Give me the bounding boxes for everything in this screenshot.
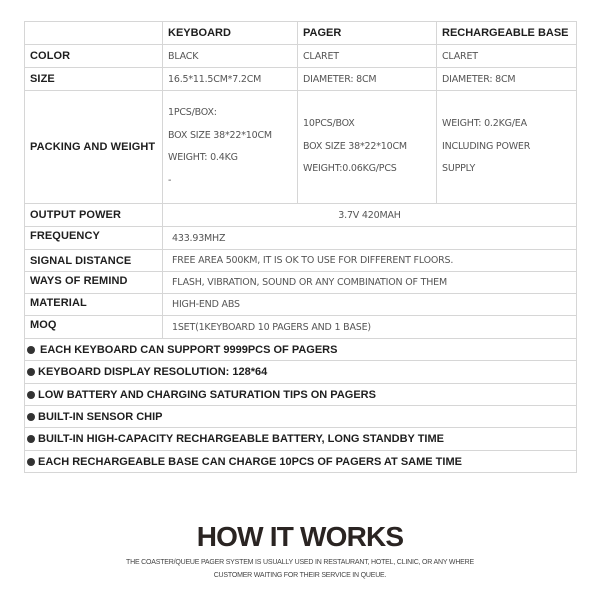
output-power-label: OUTPUT POWER (25, 204, 163, 227)
signal-distance-label: SIGNAL DISTANCE (25, 250, 163, 272)
ways-of-remind-value: FLASH, VIBRATION, SOUND OR ANY COMBINATION OF THEM (163, 272, 577, 294)
signal-distance-value: FREE AREA 500KM, IT IS OK TO USE FOR DIFFERENT FLOORS. (163, 250, 577, 272)
color-keyboard: BLACK (163, 45, 298, 68)
packing-pager-line: WEIGHT:0.06KG/PCS (303, 163, 397, 174)
packing-keyboard-line: WEIGHT: 0.4KG (168, 152, 238, 163)
output-power-value: 3.7V 420MAH (163, 204, 577, 227)
ways-of-remind-label: WAYS OF REMIND (25, 272, 163, 294)
feature-row (25, 451, 577, 473)
header-pager: PAGER (298, 22, 437, 45)
feature-text: EACH KEYBOARD CAN SUPPORT 9999PCS OF PAGERS (40, 343, 338, 356)
frequency-value: 433.93MHZ (163, 227, 577, 250)
moq-label: MOQ (25, 316, 163, 339)
packing-pager (298, 91, 437, 204)
feature-text: KEYBOARD DISPLAY RESOLUTION: 128*64 (38, 366, 268, 378)
color-pager: CLARET (298, 45, 437, 68)
row-signal-distance (25, 250, 577, 272)
feature-item (25, 339, 577, 361)
bullet-dot-icon (27, 346, 35, 354)
feature-item (25, 361, 577, 384)
packing-keyboard-line: 1PCS/BOX: (168, 107, 217, 118)
color-base: CLARET (437, 45, 577, 68)
packing-base-line: SUPPLY (442, 163, 476, 174)
packing-label: PACKING AND WEIGHT (25, 91, 163, 204)
row-size (25, 68, 577, 91)
frequency-label: FREQUENCY (25, 227, 163, 250)
bullet-dot-icon (27, 391, 35, 399)
packing-keyboard-line: - (168, 174, 172, 186)
packing-base-line: INCLUDING POWER (442, 140, 531, 152)
bullet-dot-icon (27, 435, 35, 443)
spec-table (24, 21, 577, 473)
row-output-power (25, 204, 577, 227)
feature-item (25, 428, 577, 451)
size-base: DIAMETER: 8CM (437, 68, 577, 91)
packing-keyboard-line: BOX SIZE 38*22*10CM (168, 129, 272, 141)
row-moq (25, 316, 577, 339)
size-keyboard: 16.5*11.5CM*7.2CM (163, 68, 298, 91)
packing-base (437, 91, 577, 204)
bullet-dot-icon (27, 458, 35, 466)
material-label: MATERIAL (25, 294, 163, 316)
packing-pager-line: 10PCS/BOX (303, 118, 355, 129)
size-label: SIZE (25, 68, 163, 91)
feature-row (25, 339, 577, 361)
header-base: RECHARGEABLE BASE (437, 22, 577, 45)
feature-item (25, 451, 577, 473)
packing-keyboard (163, 91, 298, 204)
header-keyboard: KEYBOARD (163, 22, 298, 45)
row-ways-of-remind (25, 272, 577, 294)
feature-item (25, 384, 577, 406)
packing-base-line: WEIGHT: 0.2KG/EA (442, 118, 527, 129)
material-value: HIGH-END ABS (163, 294, 577, 316)
how-it-works-subtitle-line: THE COASTER/QUEUE PAGER SYSTEM IS USUALLY USED IN RESTAURANT, HOTEL, CLINIC, OR ANY WHERE (126, 559, 474, 566)
feature-row (25, 406, 577, 428)
feature-item (25, 406, 577, 428)
row-color (25, 45, 577, 68)
packing-pager-line: BOX SIZE 38*22*10CM (303, 140, 407, 152)
how-it-works-subtitle (100, 556, 500, 582)
feature-row (25, 428, 577, 451)
bullet-dot-icon (27, 413, 35, 421)
feature-row (25, 361, 577, 384)
moq-value: 1SET(1KEYBOARD 10 PAGERS AND 1 BASE) (163, 316, 577, 339)
row-frequency (25, 227, 577, 250)
feature-text: LOW BATTERY AND CHARGING SATURATION TIPS ON PAGERS (38, 388, 376, 401)
color-label: COLOR (25, 45, 163, 68)
header-empty-cell (25, 22, 163, 45)
bullet-dot-icon (27, 368, 35, 376)
size-pager: DIAMETER: 8CM (298, 68, 437, 91)
header-row (25, 22, 577, 45)
row-material (25, 294, 577, 316)
feature-row (25, 384, 577, 406)
feature-text: BUILT-IN SENSOR CHIP (38, 410, 163, 423)
row-packing (25, 91, 577, 204)
feature-text: BUILT-IN HIGH-CAPACITY RECHARGEABLE BATTERY, LONG STANDBY TIME (38, 433, 444, 445)
how-it-works-title: HOW IT WORKS (196, 521, 404, 552)
how-it-works-subtitle-line: CUSTOMER WAITING FOR THEIR SERVICE IN QUEUE. (213, 572, 387, 579)
feature-text: EACH RECHARGEABLE BASE CAN CHARGE 10PCS OF PAGERS AT SAME TIME (38, 455, 462, 468)
